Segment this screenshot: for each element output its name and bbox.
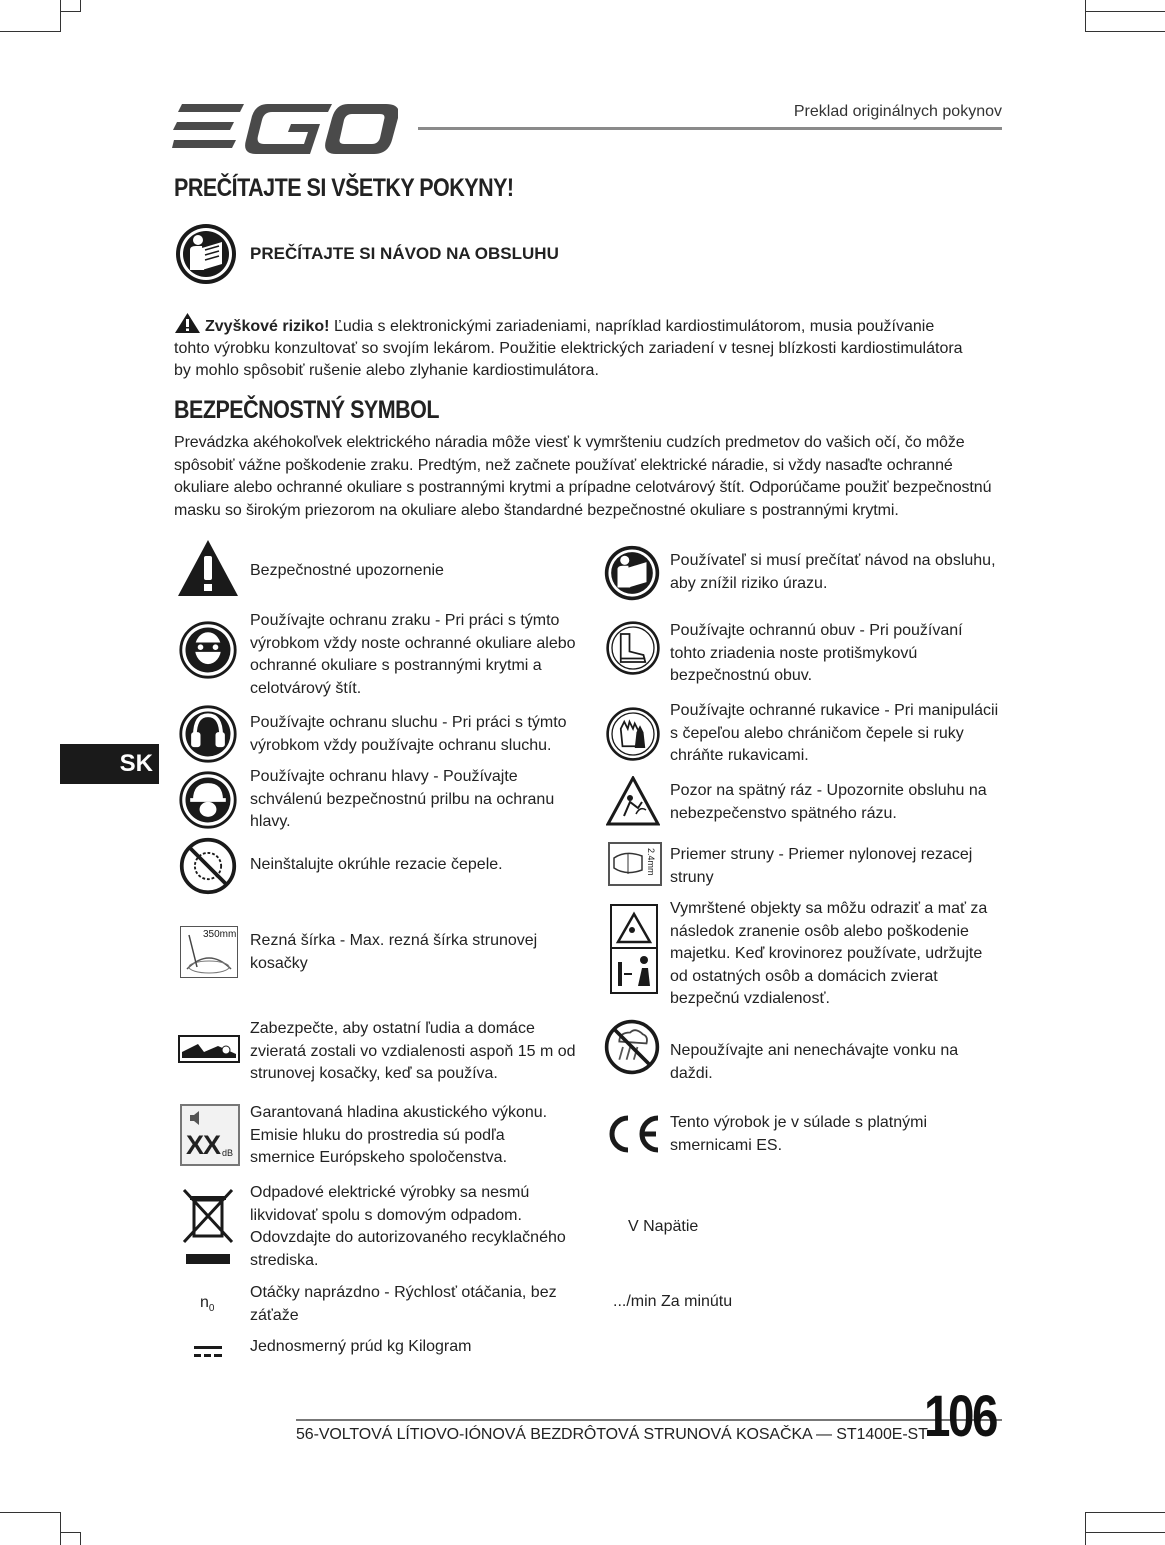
symbol-text: Tento výrobok je v súlade s platnými smernicami ES. [670, 1114, 928, 1154]
crop-mark [0, 31, 60, 32]
crop-mark [1085, 0, 1086, 32]
ear-protection-icon [178, 704, 238, 764]
no-load-speed-icon [200, 1294, 214, 1314]
warning-triangle-icon [174, 312, 201, 334]
safety-footwear-icon [605, 620, 661, 676]
residual-risk-label: Zvyškové riziko! [205, 318, 330, 335]
symbol-text: Odpadové elektrické výrobky sa nesmú likvidovať spolu s domovým odpadom. Odovzdajte do autorizovaného recyklačného strediska. [250, 1184, 566, 1269]
cutting-width-icon [180, 926, 238, 978]
read-manual-heading: PREČÍTAJTE SI NÁVOD NA OBSLUHU [250, 244, 559, 263]
footer-text: 56-VOLTOVÁ LÍTIOVO-IÓNOVÁ BEZDRÔTOVÁ STRUNOVÁ KOSAČKA — ST1400E-ST [296, 1426, 928, 1443]
crop-mark [1085, 1532, 1165, 1533]
header-rule [418, 127, 1002, 130]
crop-mark [61, 11, 81, 12]
symbol-text: Používajte ochrannú obuv - Pri používaní tohto zriadenia noste protišmykovú bezpečnostnú obuv. [670, 622, 963, 684]
crop-mark [0, 1512, 60, 1513]
symbol-text: Používajte ochranu sluchu - Pri práci s týmto výrobkom vždy používajte ochranu sluchu. [250, 714, 567, 754]
line-diameter-value: 2.4mm [646, 848, 656, 876]
symbol-text: Bezpečnostné upozornenie [250, 562, 444, 579]
sound-power-value: XX [186, 1130, 221, 1160]
symbol-text: Neinštalujte okrúhle rezacie čepele. [250, 856, 503, 873]
crop-mark [1085, 1512, 1086, 1545]
cutting-width-value: 350mm [203, 929, 237, 940]
ce-mark-icon [606, 1114, 662, 1154]
crop-mark [60, 1512, 61, 1545]
footer-rule [296, 1419, 1002, 1421]
symbol-text: Garantovaná hladina akustického výkonu. Emisie hluku do prostredia sú podľa smernice Európskeho spoločenstva. [250, 1104, 548, 1166]
ego-logo [172, 98, 398, 156]
direct-current-icon [194, 1342, 222, 1360]
crop-mark [1085, 11, 1165, 12]
language-tab: SK [60, 744, 159, 784]
residual-risk-text: Ľudia s elektronickými zariadeniami, napríklad kardiostimulátorom, musia používanie tohto výrobku konzultovať so svojím lekárom. Použitie elektrických zariadení v tesnej blízkosti kardiostimulátora by mohlo spôsobiť rušenie alebo zlyhanie kardiostimulátora. [174, 318, 963, 379]
page-number: 106 [924, 1384, 996, 1449]
safety-gloves-icon [605, 706, 661, 762]
section-title: BEZPEČNOSTNÝ SYMBOL [174, 396, 439, 424]
symbol-text: Priemer struny - Priemer nylonovej rezacej struny [670, 846, 973, 886]
symbol-text: Používajte ochranné rukavice - Pri manipulácii s čepeľou alebo chráničom čepele si ruky chráňte rukavicami. [670, 702, 999, 764]
symbol-text: Používajte ochranu hlavy - Používajte schválenú bezpečnostnú prilbu na ochranu hlavy. [250, 768, 555, 830]
no-circular-blades-icon [178, 836, 238, 896]
no-load-speed-subscript: 0 [208, 1303, 215, 1315]
eye-protection-icon [178, 620, 238, 680]
warning-triangle-icon [176, 538, 240, 602]
translation-note: Preklad originálnych pokynov [793, 103, 1002, 120]
line-diameter-icon [608, 842, 662, 886]
voltage-label: V Napätie [628, 1218, 699, 1235]
kickback-warning-icon [606, 776, 660, 826]
symbol-text: Zabezpečte, aby ostatní ľudia a domáce zvieratá zostali vo vzdialenosti aspoň 15 m od strunovej kosačky, keď sa používa. [250, 1020, 576, 1082]
page-title: PREČÍTAJTE SI VŠETKY POKYNY! [174, 174, 514, 202]
crop-mark [1085, 31, 1165, 32]
read-manual-icon [174, 222, 238, 286]
symbol-text: Vymrštené objekty sa môžu odraziť a mať za následok zranenie osôb alebo poškodenie majetku. Keď krovinorez používate, udržujte od ostatných osôb a domácich zvierat bezpečnú vzdialenosť. [670, 900, 988, 1007]
no-load-speed-symbol: n [200, 1294, 209, 1311]
symbol-text: Pozor na spätný ráz - Upozornite obsluhu na nebezpečenstvo spätného rázu. [670, 782, 987, 822]
symbol-text: Používajte ochranu zraku - Pri práci s týmto výrobkom vždy noste ochranné okuliare alebo ochranné okuliare s postrannými krytmi a celotvárový štít. [250, 612, 576, 697]
crop-mark [60, 0, 61, 32]
symbol-text: Nepoužívajte ani nenechávajte vonku na daždi. [670, 1042, 959, 1082]
weee-bin-icon [180, 1186, 236, 1268]
brand-text: EGO [172, 98, 175, 99]
intro-paragraph: Prevádzka akéhokoľvek elektrického náradia môže viesť k vymršteniu cudzích predmetov do vašich očí, čo môže spôsobiť vážne poškodenie zraku. Predtým, než začnete používať elektrické náradie, si vždy nasaďte ochranné okuliare alebo ochranné okuliare s postrannými krytmi a prípadne celotvárový štít. Odporúčame použiť bezpečnostnú masku so širokým priezorom na okuliare alebo štandardné bezpečnostné okuliare s postrannými krytmi. [174, 434, 992, 519]
read-manual-icon [603, 544, 661, 602]
crop-mark [1085, 1512, 1165, 1513]
sound-power-unit: dB [222, 1148, 234, 1158]
crop-mark [61, 1532, 81, 1533]
no-rain-icon [603, 1018, 661, 1076]
residual-risk-paragraph [174, 312, 974, 382]
sound-power-icon [180, 1104, 240, 1166]
symbol-text: Používateľ si musí prečítať návod na obsluhu, aby znížil riziko úrazu. [670, 552, 996, 592]
head-protection-icon [178, 770, 238, 830]
symbol-text: Otáčky naprázdno - Rýchlosť otáčania, bez záťaže [250, 1284, 557, 1324]
symbol-text: Jednosmerný prúd kg Kilogram [250, 1338, 472, 1355]
per-minute-label: .../min Za minútu [613, 1293, 733, 1310]
symbol-text: Rezná šírka - Max. rezná šírka strunovej kosačky [250, 932, 538, 972]
thrown-objects-icon [610, 904, 658, 994]
crop-mark [80, 1532, 81, 1545]
keep-distance-icon [178, 1032, 240, 1066]
